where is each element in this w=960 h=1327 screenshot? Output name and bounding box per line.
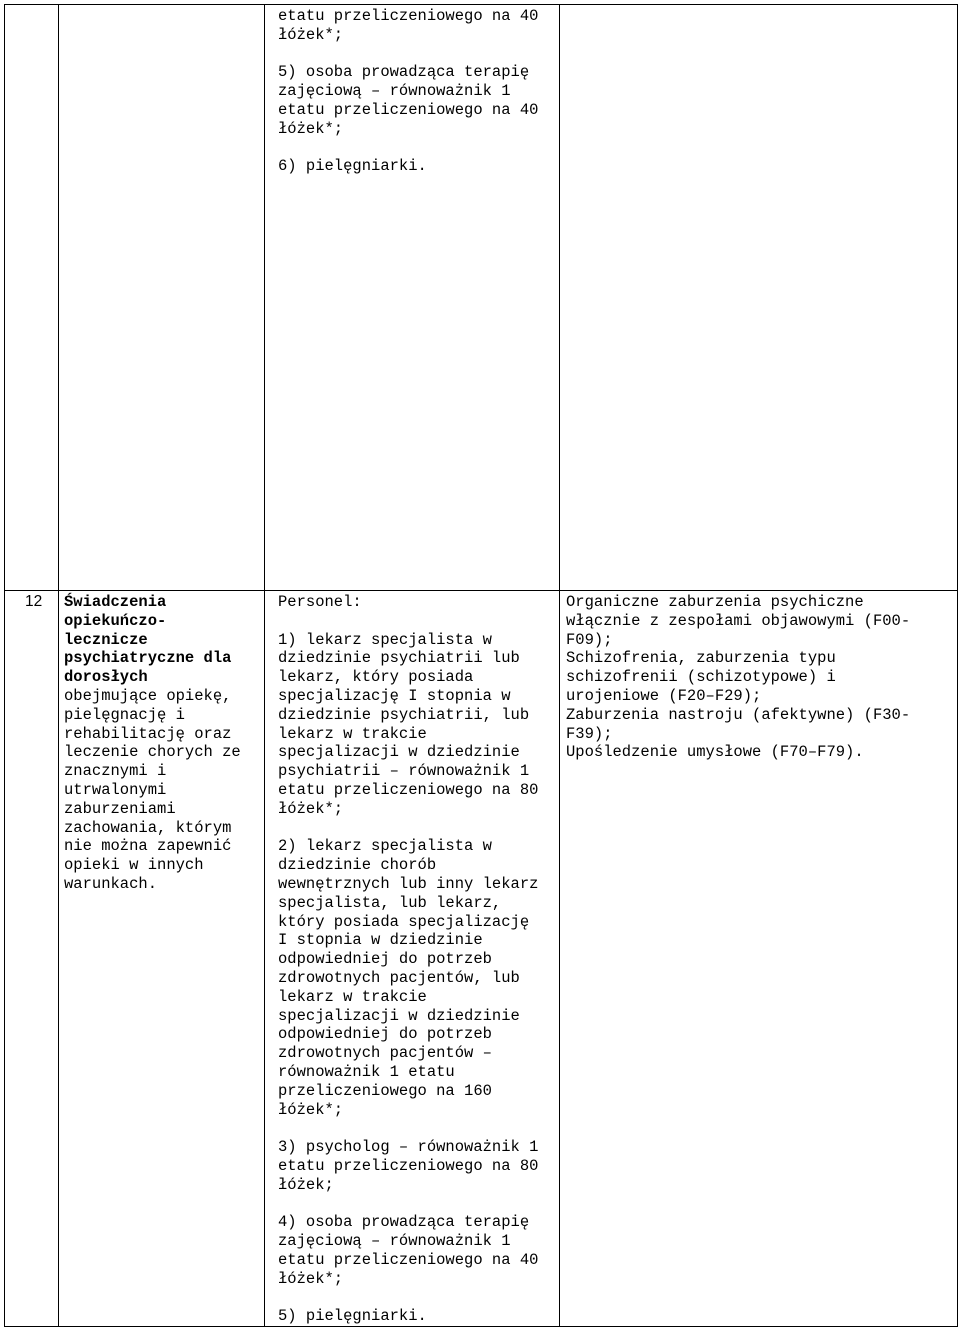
staff-item-line: lekarz w trakcie <box>278 987 427 1006</box>
staff-item-line: łóżek*; <box>278 1100 344 1119</box>
staff-item-line: który posiada specjalizację <box>278 912 530 931</box>
staff-item-line: przeliczeniowego na 160 <box>278 1081 492 1100</box>
icd-diagnoses-cell <box>560 591 958 1327</box>
staff-item-line: etatu przeliczeniowego na 40 <box>278 1250 539 1269</box>
staff-item-line: odpowiedniej do potrzeb <box>278 950 492 969</box>
staff-item-line: łóżek*; <box>278 119 344 138</box>
benefit-title-line: lecznicze <box>64 630 148 649</box>
staff-item-line: 1) lekarz specjalista w <box>278 630 492 649</box>
staff-item-line: etatu przeliczeniowego na 80 <box>278 780 539 799</box>
staff-item <box>278 1138 553 1194</box>
staff-item <box>278 837 553 1119</box>
icd-line: schizofrenii (schizotypowe) i <box>566 668 836 687</box>
staff-item-line: Personel: <box>278 593 362 611</box>
benefit-title-line: Świadczenia <box>64 593 167 611</box>
staff-item-line: równoważnik 1 etatu <box>278 1062 455 1081</box>
icd-line: Organiczne zaburzenia psychiczne <box>566 593 864 611</box>
row-number: 12 <box>5 591 59 1327</box>
benefit-description-line: zaburzeniami <box>64 799 176 818</box>
staff-item <box>278 7 553 45</box>
staff-item-line: 6) pielęgniarki. <box>278 157 427 176</box>
staff-item-line: dziedzinie psychiatrii, lub <box>278 705 530 724</box>
benefit-description-line: opieki w innych <box>64 856 204 875</box>
benefit-title-line: opiekuńczo- <box>64 611 167 630</box>
benefit-description-line: leczenie chorych ze <box>64 743 241 762</box>
staff-item-line: specjalizacji w dziedzinie <box>278 743 520 762</box>
staff-item-line: etatu przeliczeniowego na 40 <box>278 7 539 25</box>
benefit-description-line: pielęgnację i <box>64 705 185 724</box>
staff-item-line: specjalista, lub lekarz, <box>278 893 502 912</box>
icd-line: F39); <box>566 724 613 743</box>
staff-item-line: zajęciową – równoważnik 1 <box>278 1232 511 1251</box>
staff-item-line: łóżek*; <box>278 1269 344 1288</box>
benefit-description-line: rehabilitację oraz <box>64 724 232 743</box>
table-row-continued <box>5 5 958 591</box>
icd-line: włącznie z zespołami objawowymi (F00- <box>566 611 911 630</box>
staff-cell <box>265 5 560 591</box>
staff-item-line: zajęciową – równoważnik 1 <box>278 82 511 101</box>
benefit-description-line: utrwalonymi <box>64 780 167 799</box>
staff-item-line: zdrowotnych pacjentów – <box>278 1044 492 1063</box>
benefit-description-line: warunkach. <box>64 874 158 893</box>
benefit-description-line: znacznymi i <box>64 762 167 781</box>
benefit-name-cell <box>59 591 265 1327</box>
table-row-12 <box>5 591 958 1327</box>
staff-item-line: lekarz, który posiada <box>278 668 474 687</box>
number-cell-empty <box>5 5 59 591</box>
icd-line: F09); <box>566 630 613 649</box>
staff-item-line: 5) osoba prowadząca terapię <box>278 63 530 82</box>
benefit-description-line: zachowania, którym <box>64 818 232 837</box>
staff-item-line: etatu przeliczeniowego na 40 <box>278 100 539 119</box>
staff-item-line: dziedzinie psychiatrii lub <box>278 649 520 668</box>
staff-item-line: dziedzinie chorób <box>278 856 437 875</box>
icd-line: Upośledzenie umysłowe (F70–F79). <box>566 743 864 762</box>
benefit-description-line: nie można zapewnić <box>64 837 232 856</box>
staff-item-line: specjalizację I stopnia w <box>278 686 511 705</box>
benefit-description <box>64 687 260 894</box>
staff-cell <box>265 591 560 1327</box>
staff-item-line: łóżek*; <box>278 25 344 44</box>
staff-item-line: 2) lekarz specjalista w <box>278 837 492 856</box>
staff-item-line: łóżek; <box>278 1175 334 1194</box>
icd-line: urojeniowe (F20–F29); <box>566 686 762 705</box>
staff-item-line: odpowiedniej do potrzeb <box>278 1025 492 1044</box>
benefit-title-line: psychiatryczne dla <box>64 649 232 668</box>
staff-item <box>278 1213 553 1288</box>
benefit-description-line: obejmujące opiekę, <box>64 686 232 705</box>
staff-item-line: 4) osoba prowadząca terapię <box>278 1213 530 1232</box>
name-cell-empty <box>59 5 265 591</box>
staff-item-line: lekarz w trakcie <box>278 724 427 743</box>
benefits-table <box>4 4 958 1327</box>
icd-cell-empty <box>560 5 958 591</box>
staff-item-line: łóżek*; <box>278 799 344 818</box>
staff-item-line: zdrowotnych pacjentów, lub <box>278 968 520 987</box>
icd-line: Schizofrenia, zaburzenia typu <box>566 649 836 668</box>
staff-item-line: 3) psycholog – równoważnik 1 <box>278 1138 539 1157</box>
staff-item <box>278 1307 553 1326</box>
staff-item-line: psychiatrii – równoważnik 1 <box>278 762 530 781</box>
staff-item <box>278 63 553 138</box>
benefit-title <box>64 593 260 687</box>
staff-item <box>278 157 553 176</box>
benefit-title-line: dorosłych <box>64 668 148 687</box>
staff-item-line: I stopnia w dziedzinie <box>278 931 483 950</box>
staff-item-line: wewnętrznych lub inny lekarz <box>278 874 539 893</box>
staff-item <box>278 593 553 612</box>
staff-item-line: specjalizacji w dziedzinie <box>278 1006 520 1025</box>
icd-line: Zaburzenia nastroju (afektywne) (F30- <box>566 705 911 724</box>
staff-item <box>278 631 553 819</box>
staff-item-line: etatu przeliczeniowego na 80 <box>278 1156 539 1175</box>
staff-item-line: 5) pielęgniarki. <box>278 1307 427 1326</box>
